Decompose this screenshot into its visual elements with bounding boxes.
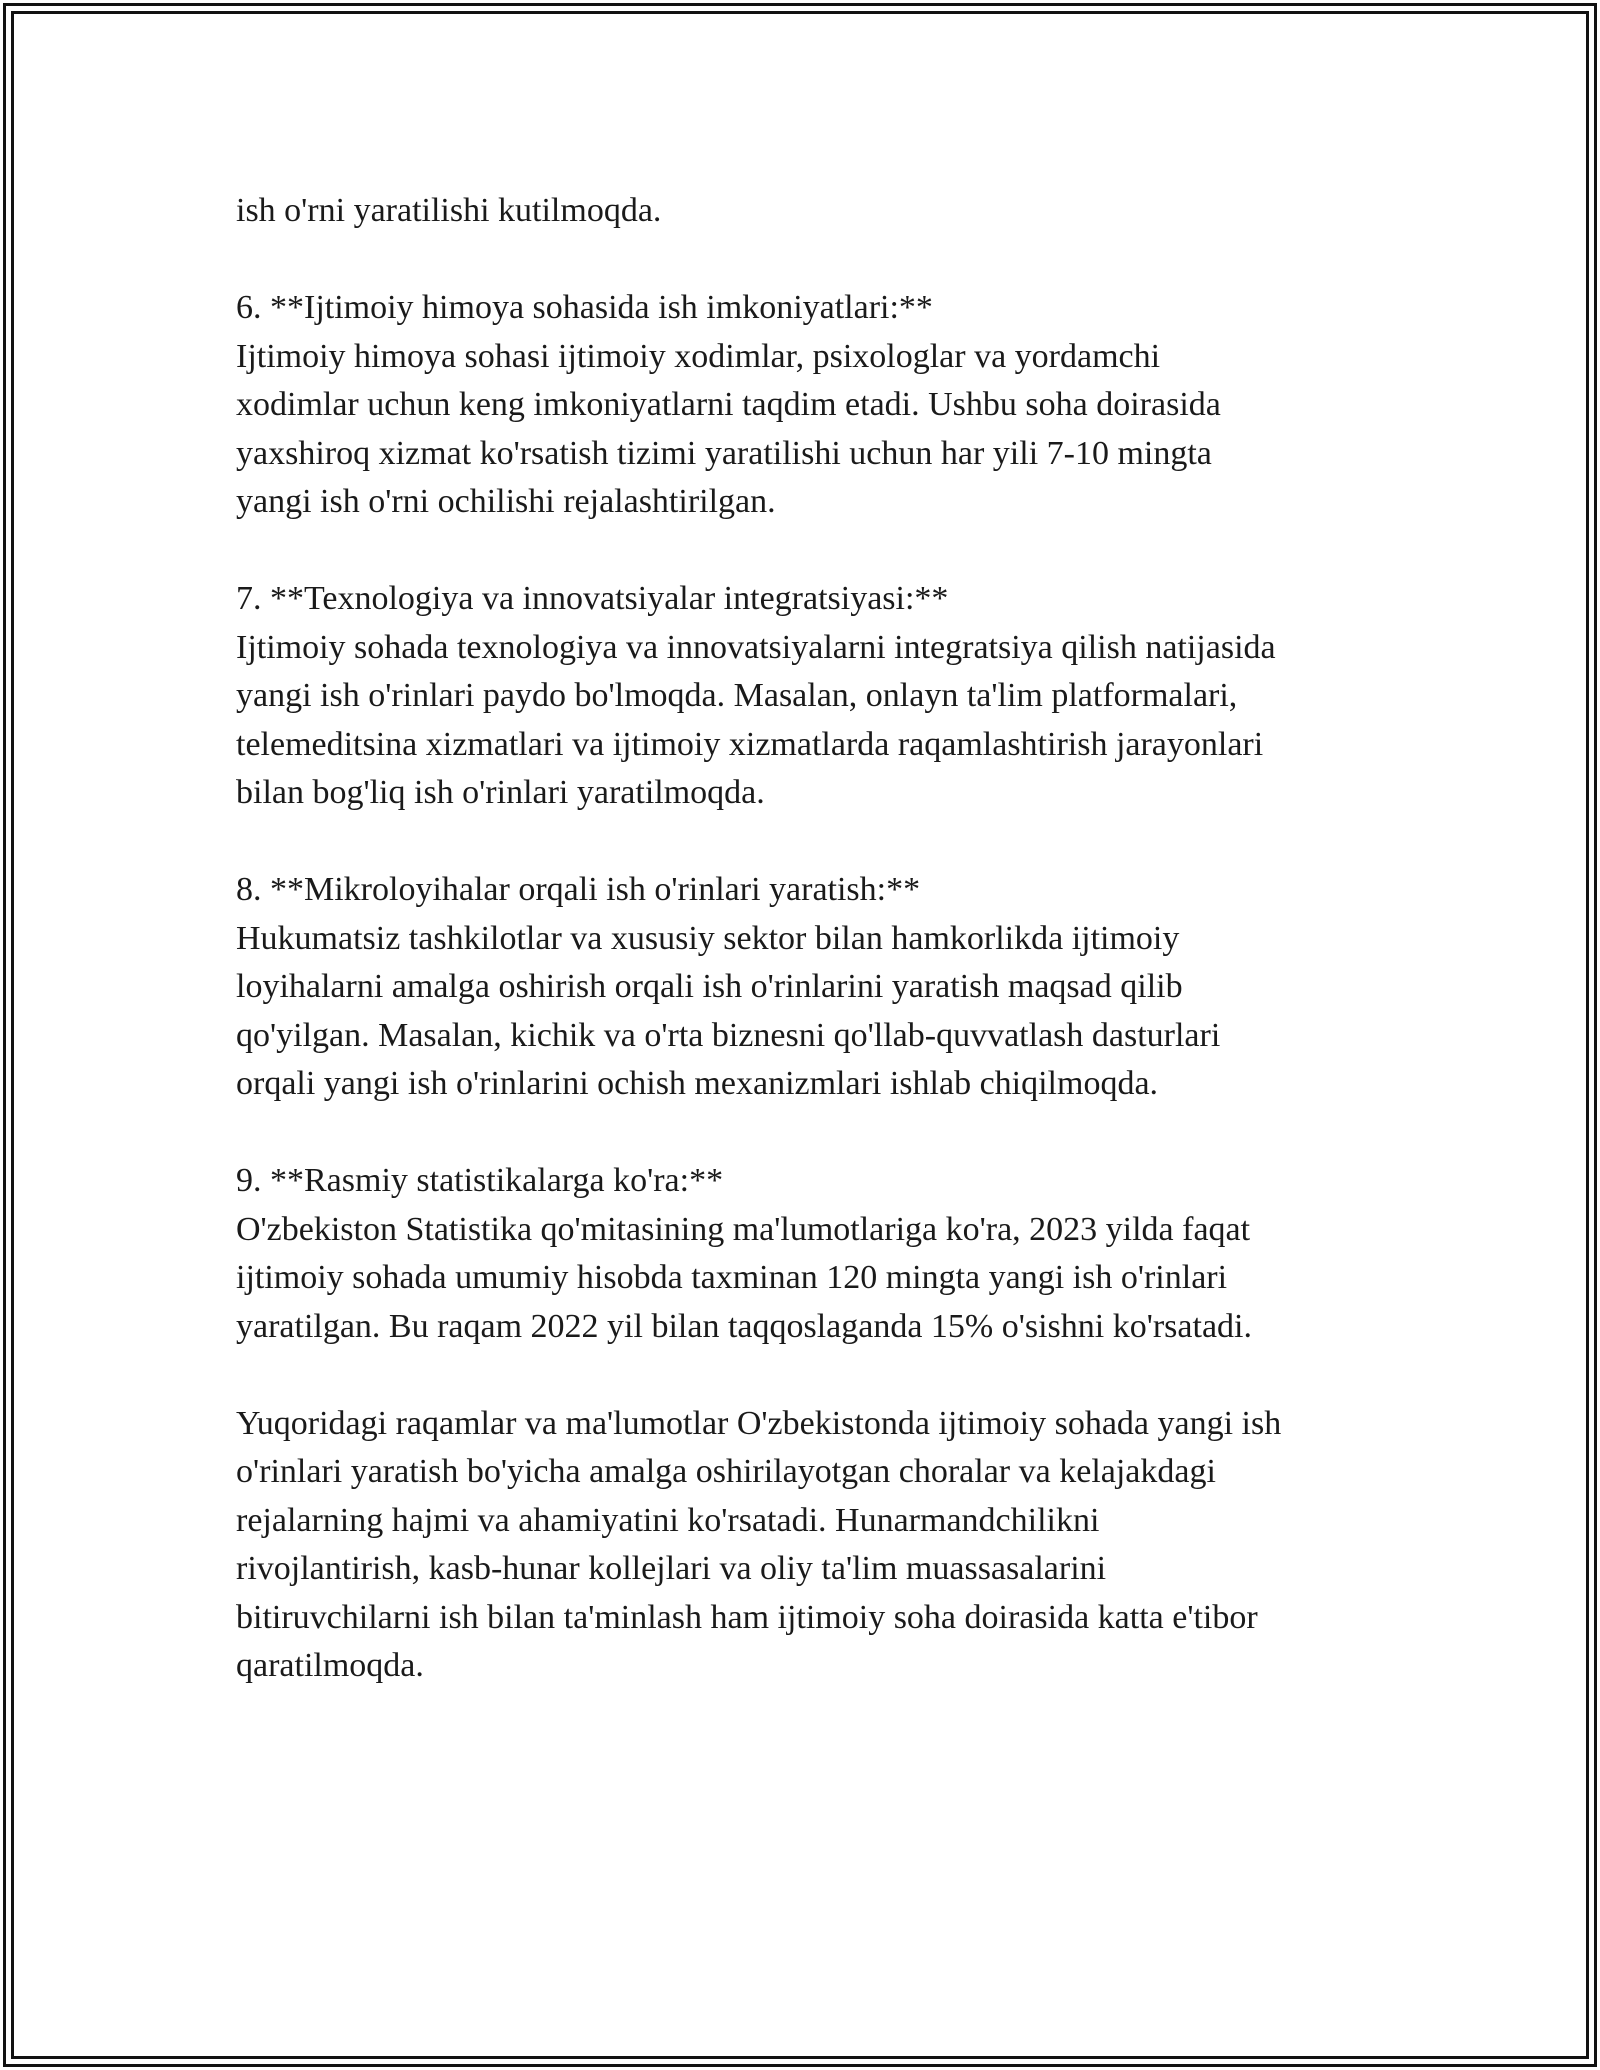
text-line: yaratilgan. Bu raqam 2022 yil bilan taqqoslaganda 15% o'sishni ko'rsatadi. xyxy=(236,1307,1252,1345)
text-line: rivojlantirish, kasb-hunar kollejlari va oliy ta'lim muassasalarini xyxy=(236,1550,1107,1587)
text-line: O'zbekiston Statistika qo'mitasining ma'lumotlariga ko'ra, 2023 yilda faqat xyxy=(236,1210,1251,1248)
text-line: qo'yilgan. Masalan, kichik va o'rta biznesni qo'llab-quvvatlash dasturlari xyxy=(236,1016,1221,1054)
section-heading: 6. **Ijtimoiy himoya sohasida ish imkoniyatlari:** xyxy=(236,289,933,326)
text-line: bitiruvchilarni ish bilan ta'minlash ham ijtimoiy soha doirasida katta e'tibor xyxy=(236,1598,1258,1636)
section-7 xyxy=(236,575,1376,818)
text-line: Ijtimoiy himoya sohasi ijtimoiy xodimlar, psixologlar va yordamchi xyxy=(236,337,1161,375)
text-line: o'rinlari yaratish bo'yicha amalga oshirilayotgan choralar va kelajakdagi xyxy=(236,1453,1216,1490)
text-line: Yuqoridagi raqamlar va ma'lumotlar O'zbekistonda ijtimoiy sohada yangi ish xyxy=(236,1404,1282,1442)
text-line: qaratilmoqda. xyxy=(236,1647,424,1684)
text-line: ish o'rni yaratilishi kutilmoqda. xyxy=(236,192,662,229)
section-8 xyxy=(236,866,1376,1109)
text-line: loyihalarni amalga oshirish orqali ish o'rinlarini yaratish maqsad qilib xyxy=(236,968,1183,1005)
section-6 xyxy=(236,284,1376,527)
section-9 xyxy=(236,1157,1376,1351)
text-line: bilan bog'liq ish o'rinlari yaratilmoqda. xyxy=(236,774,765,811)
text-line: Ijtimoiy sohada texnologiya va innovatsiyalarni integratsiya qilish natijasida xyxy=(236,628,1276,666)
text-line: orqali yangi ish o'rinlarini ochish mexanizmlari ishlab chiqilmoqda. xyxy=(236,1065,1159,1102)
section-heading: 7. **Texnologiya va innovatsiyalar integratsiyasi:** xyxy=(236,580,949,617)
section-heading: 8. **Mikroloyihalar orqali ish o'rinlari yaratish:** xyxy=(236,871,921,908)
conclusion-paragraph xyxy=(236,1400,1376,1691)
text-line: ijtimoiy sohada umumiy hisobda taxminan 120 mingta yangi ish o'rinlari xyxy=(236,1259,1228,1296)
text-line: telemeditsina xizmatlari va ijtimoiy xizmatlarda raqamlashtirish jarayonlari xyxy=(236,725,1264,763)
text-line: yangi ish o'rinlari paydo bo'lmoqda. Masalan, onlayn ta'lim platformalari, xyxy=(236,677,1238,714)
intro-paragraph xyxy=(236,187,1376,236)
section-heading: 9. **Rasmiy statistikalarga ko'ra:** xyxy=(236,1162,724,1199)
text-line: yaxshiroq xizmat ko'rsatish tizimi yaratilishi uchun har yili 7-10 mingta xyxy=(236,434,1212,472)
text-line: Hukumatsiz tashkilotlar va xususiy sektor bilan hamkorlikda ijtimoiy xyxy=(236,919,1180,957)
text-line: xodimlar uchun keng imkoniyatlarni taqdim etadi. Ushbu soha doirasida xyxy=(236,386,1221,423)
document-body xyxy=(236,187,1376,1739)
text-line: yangi ish o'rni ochilishi rejalashtirilgan. xyxy=(236,483,776,520)
text-line: rejalarning hajmi va ahamiyatini ko'rsatadi. Hunarmandchilikni xyxy=(236,1501,1100,1539)
